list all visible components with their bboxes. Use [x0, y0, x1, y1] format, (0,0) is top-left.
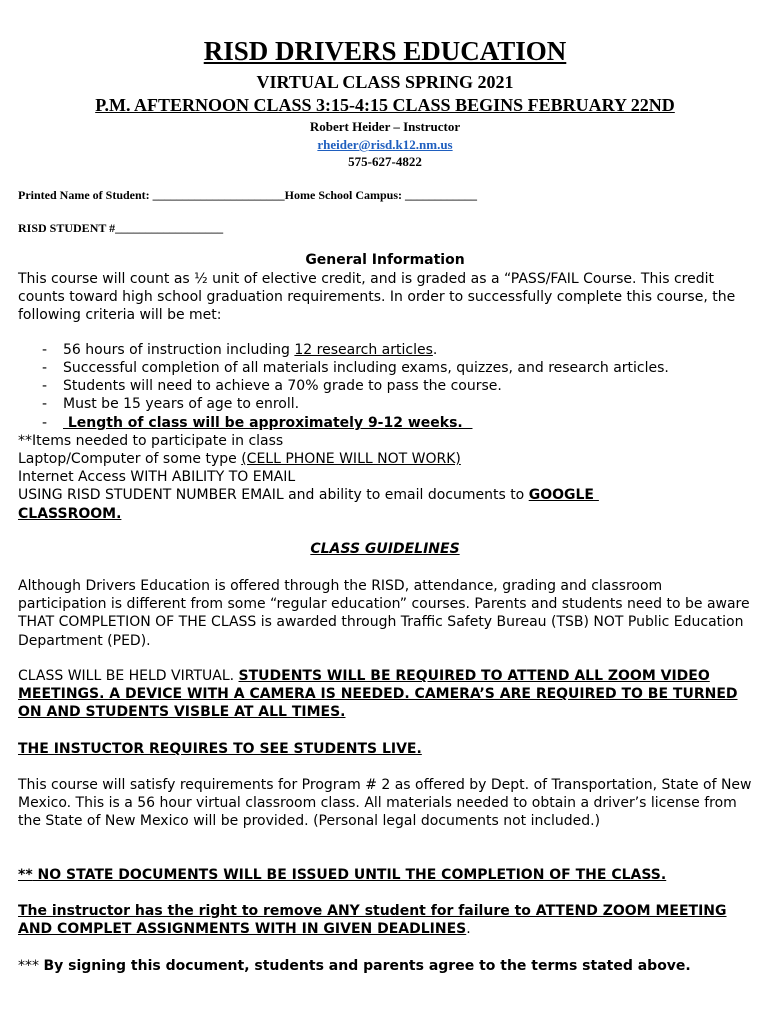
list-item: 56 hours of instruction including 12 research articles.: [63, 342, 438, 358]
bullet-dash: -: [42, 378, 48, 394]
guidelines-paragraph-1: Although Drivers Education is offered through the RISD, attendance, grading and classroom participation is different from some “regular education” courses. Parents and students need to be aware THAT COMPLETION OF THE CLASS is awarded through Traffic Safety Bureau (TSB) NOT Public Education Department (PED).: [18, 578, 750, 649]
item-google-classroom: CLASSROOM.: [18, 506, 122, 522]
student-number-field[interactable]: RISD STUDENT #__________________: [18, 221, 224, 235]
guidelines-paragraph-6: The instructor has the right to remove ANY student for failure to ATTEND ZOOM MEETING AND COMPLET ASSIGNMENTS WITH IN GIVEN DEADLINES.: [18, 903, 727, 938]
general-info-heading: General Information: [305, 252, 465, 268]
list-item: Successful completion of all materials including exams, quizzes, and research articles.: [63, 360, 669, 376]
student-name-label: Printed Name of Student: ______________________: [18, 188, 285, 202]
guidelines-paragraph-4: This course will satisfy requirements for Program # 2 as offered by Dept. of Transportation, State of New Mexico. This is a 56 hour virtual classroom class. All materials needed to obtain a driver’s license from the State of New Mexico will be provided. (Personal legal documents not included.): [18, 777, 752, 830]
item-email: USING RISD STUDENT NUMBER EMAIL and ability to email documents to GOOGLE: [18, 487, 599, 503]
class-schedule: P.M. AFTERNOON CLASS 3:15-4:15 CLASS BEGINS FEBRUARY 22ND: [95, 95, 675, 115]
item-internet: Internet Access WITH ABILITY TO EMAIL: [18, 469, 296, 485]
guidelines-paragraph-3: THE INSTUCTOR REQUIRES TO SEE STUDENTS LIVE.: [18, 741, 422, 757]
guidelines-paragraph-5: ** NO STATE DOCUMENTS WILL BE ISSUED UNTIL THE COMPLETION OF THE CLASS.: [18, 867, 667, 883]
list-item: Must be 15 years of age to enroll.: [63, 396, 300, 412]
campus-label: Home School Campus: ____________: [284, 188, 477, 202]
student-name-field[interactable]: [18, 188, 477, 203]
bullet-dash: -: [42, 360, 48, 376]
items-heading: **Items needed to participate in class: [18, 433, 284, 449]
class-subtitle: VIRTUAL CLASS SPRING 2021: [256, 72, 514, 92]
list-item: Students will need to achieve a 70% grade to pass the course.: [63, 378, 502, 394]
instructor-email-link[interactable]: rheider@risd.k12.nm.us: [317, 137, 453, 152]
instructor-name: Robert Heider – Instructor: [309, 119, 461, 134]
list-item: Length of class will be approximately 9-12 weeks.: [63, 415, 473, 431]
guidelines-heading: CLASS GUIDELINES: [310, 541, 460, 557]
guidelines-paragraph-2: CLASS WILL BE HELD VIRTUAL. STUDENTS WILL BE REQUIRED TO ATTEND ALL ZOOM VIDEO MEETINGS. A DEVICE WITH A CAMERA IS NEEDED. CAMERA’S ARE REQUIRED TO BE TURNED ON AND STUDENTS VISBLE AT ALL TIMES.: [18, 668, 738, 721]
item-laptop: Laptop/Computer of some type (CELL PHONE WILL NOT WORK): [18, 451, 461, 467]
bullet-dash: -: [42, 342, 48, 358]
bullet-dash: -: [42, 396, 48, 412]
signature-agreement: *** By signing this document, students and parents agree to the terms stated above.: [18, 958, 691, 974]
instructor-phone: 575-627-4822: [348, 154, 422, 169]
document-title: RISD DRIVERS EDUCATION: [203, 36, 567, 66]
general-info-intro: This course will count as ½ unit of elective credit, and is graded as a “PASS/FAIL Course. This credit counts toward high school graduation requirements. In order to successfully complete this course, the following criteria will be met:: [18, 271, 736, 324]
bullet-dash: -: [42, 415, 48, 431]
